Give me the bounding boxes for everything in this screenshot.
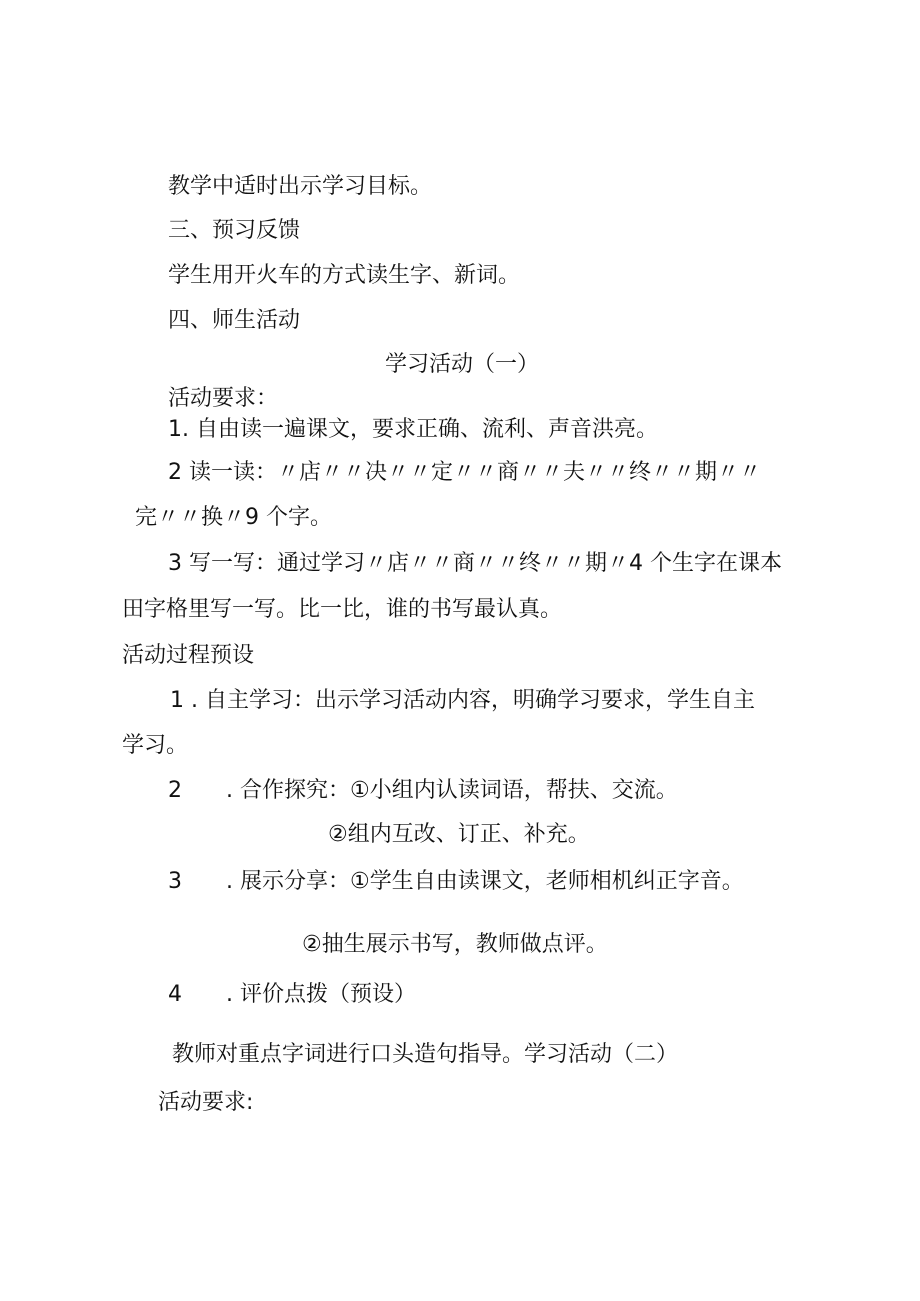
process-step-2: 2 . 合作探究：①小组内认读词语，帮扶、交流。 — [168, 778, 678, 803]
requirement-3-continued: 田字格里写一写。比一比，谁的书写最认真。 — [122, 597, 563, 622]
process-step-3-sub: ②抽生展示书写，教师做点评。 — [302, 932, 608, 957]
requirement-1: 1. 自由读一遍课文，要求正确、流利、声音洪亮。 — [168, 417, 658, 442]
heading-activity-one: 学习活动（一） — [385, 352, 540, 377]
process-step-1: 1 . 自主学习：出示学习活动内容，明确学习要求，学生自主 — [170, 688, 755, 713]
requirement-2: 2 读一读：〃店〃〃决〃〃定〃〃商〃〃夫〃〃终〃〃期〃〃 — [168, 460, 761, 485]
heading-activities: 四、师生活动 — [168, 308, 301, 333]
heading-process: 活动过程预设 — [122, 643, 255, 668]
heading-preview-feedback: 三、预习反馈 — [168, 218, 301, 243]
paragraph-teacher-guidance: 教师对重点字词进行口头造句指导。学习活动（二） — [172, 1042, 679, 1067]
process-step-2-sub: ②组内互改、订正、补充。 — [328, 822, 590, 847]
paragraph-goal: 教学中适时出示学习目标。 — [168, 174, 433, 199]
requirement-2-continued: 完〃〃换〃9 个字。 — [135, 505, 332, 530]
paragraph-train-reading: 学生用开火车的方式读生字、新词。 — [168, 263, 521, 288]
label-requirements: 活动要求： — [168, 386, 279, 411]
process-step-1-continued: 学习。 — [122, 733, 189, 758]
process-step-4: 4 . 评价点拨（预设） — [168, 982, 416, 1007]
requirement-3: 3 写一写：通过学习〃店〃〃商〃〃终〃〃期〃4 个生字在课本 — [168, 551, 782, 576]
label-requirements-two: 活动要求: — [158, 1090, 254, 1115]
process-step-3: 3 . 展示分享：①学生自由读课文，老师相机纠正字音。 — [168, 869, 744, 894]
